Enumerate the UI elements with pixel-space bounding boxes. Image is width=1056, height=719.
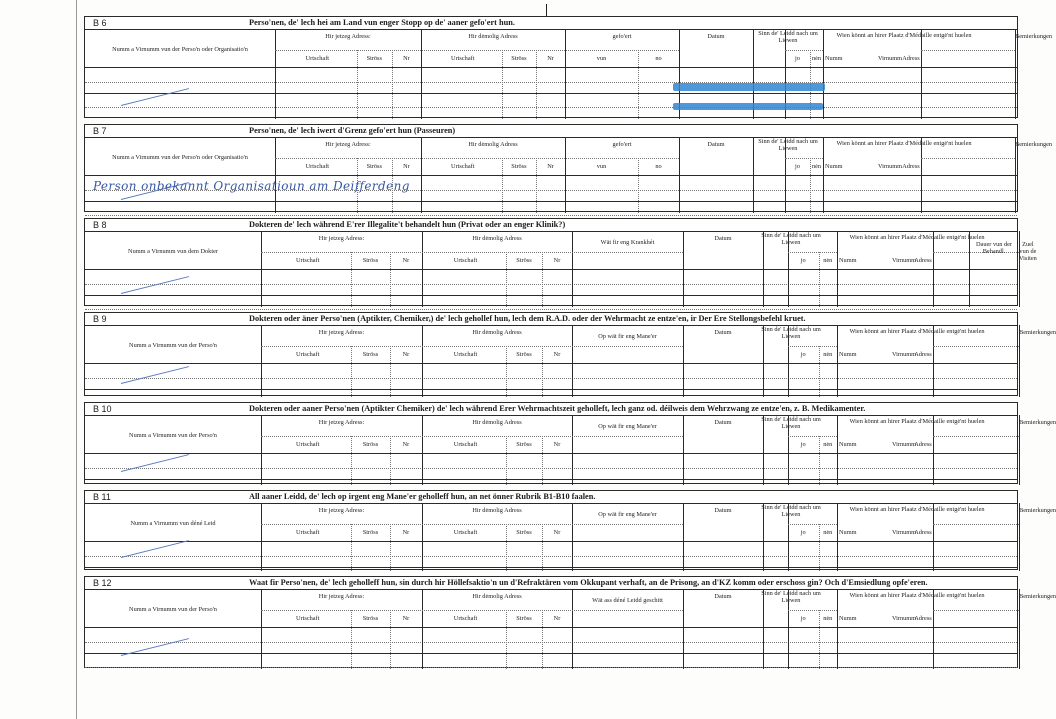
street-label: Ströss — [516, 257, 532, 264]
street-label: Ströss — [362, 257, 379, 264]
medal-name-label: Numm — [839, 257, 857, 264]
medal-firstname-label: Virnumm — [877, 163, 903, 170]
current-address-label: Hir jetzeg Adress: — [318, 507, 365, 514]
former-address-label: Hir dėmolig Adress — [472, 507, 522, 514]
remarks-label: Bemierkungen — [1015, 141, 1053, 148]
alive-label: Sinn de' Leidd nach um Liewen — [761, 232, 821, 247]
column-rule-d — [683, 231, 684, 307]
column-name-label: Numm a Virnumm vun dem Dokter — [128, 248, 218, 255]
town-label: Urtschaft — [295, 257, 320, 264]
town-label: Urtschaft — [305, 55, 330, 62]
no-label: nėn — [823, 257, 833, 264]
alive-label: Sinn de' Leidd nach um Liewen — [758, 138, 818, 153]
section-header — [85, 313, 1017, 326]
former-address-label: Hir dėmolig Adress — [472, 235, 522, 242]
section-code: B 6 — [93, 18, 107, 28]
from-label: vun — [596, 163, 607, 170]
row-divider — [85, 82, 1017, 83]
street-label: Ströss — [366, 163, 382, 170]
date-label: Datum — [707, 141, 725, 148]
section-b11 — [84, 490, 1056, 570]
row-rule — [85, 201, 1017, 202]
blue-highlight-mark — [673, 83, 825, 91]
section-code: B 7 — [93, 126, 107, 136]
yes-label: jo — [795, 55, 800, 62]
no-label: nėn — [823, 351, 833, 358]
alive-label: Sinn de' Leidd nach um Liewen — [758, 30, 818, 45]
column-rule-g — [823, 137, 824, 213]
number-label: Nr — [403, 163, 410, 170]
section-title: Dokteren de' lech während E'rer Illegalite't behandelt hun (Privat oder an enger Klinik?) — [249, 220, 566, 229]
town-label: Urtschaft — [305, 163, 330, 170]
row-divider — [85, 107, 1017, 108]
handwritten-entry: Person onbekannt Organisatioun am Deifferdeng — [93, 179, 410, 193]
no-label: nėn — [811, 55, 822, 62]
medal-firstname-label: Virnumm — [891, 615, 917, 622]
column-rule-a — [261, 589, 262, 669]
alive-label: Sinn de' Leidd nach um Liewen — [761, 416, 821, 431]
column-name-label: Numm a Virnumm vun der Perso'n — [129, 432, 217, 439]
column-rule-d — [679, 137, 680, 213]
column-three-label: Op wät fir eng Mane'er — [598, 333, 657, 340]
medal-subheader-rule — [933, 436, 1019, 437]
medal-name-label: Numm — [839, 351, 857, 358]
row-rule — [85, 295, 1017, 296]
header-bottom-rule — [85, 269, 1017, 270]
column-rule-g — [837, 325, 838, 397]
yes-label: jo — [800, 351, 806, 358]
medal-name-label: Numm — [839, 529, 857, 536]
column-three-label: Wät fir eng Krankhét — [600, 239, 655, 246]
section-header — [85, 219, 1017, 232]
row-divider — [85, 215, 1017, 216]
remarks-label: Bemierkungen — [1019, 507, 1056, 514]
from-label: vun — [596, 55, 607, 62]
no-label: nėn — [823, 615, 833, 622]
street-label: Ströss — [516, 529, 532, 536]
header-bottom-rule — [85, 627, 1017, 628]
town-label: Urtschaft — [451, 55, 475, 62]
remarks-label: Bemierkungen — [1019, 329, 1056, 336]
row-rule — [85, 93, 1017, 94]
section-b9 — [84, 312, 1056, 396]
medal-address-label: Adress — [914, 257, 932, 264]
number-label: Nr — [402, 441, 410, 448]
column-three-label: Wät ass déné Leidd geschitt — [592, 597, 663, 604]
address-subheader-rule — [261, 346, 683, 347]
column-rule-g — [837, 503, 838, 571]
medal-label: Wien könnt an hirer Plaatz d'Médaille entgė'nt huelen — [849, 328, 985, 335]
column-rule-a — [261, 231, 262, 307]
column-rule-g — [837, 589, 838, 669]
header-bottom-rule — [85, 453, 1017, 454]
street-label: Ströss — [516, 615, 532, 622]
column-rule-g — [823, 29, 824, 119]
town-label: Urtschaft — [295, 351, 320, 358]
town-label: Urtschaft — [453, 351, 478, 358]
column-rule-b — [422, 589, 423, 669]
column-rule-c — [565, 29, 566, 119]
number-label: Nr — [402, 351, 410, 358]
medal-name-label: Numm — [839, 615, 857, 622]
column-three-label: Op wät fir eng Mane'er — [598, 423, 657, 430]
section-b10 — [84, 402, 1056, 484]
alive-subheader-rule — [785, 158, 823, 159]
column-rule-a — [275, 137, 276, 213]
column-rule-g — [837, 415, 838, 485]
medal-subheader-rule — [933, 524, 1019, 525]
header-bottom-rule — [85, 541, 1017, 542]
row-divider — [85, 667, 1017, 668]
remarks-label: Bemierkungen — [1015, 33, 1053, 40]
number-label: Nr — [402, 615, 410, 622]
column-three-label: gefo'ert — [612, 33, 632, 40]
row-divider — [85, 642, 1017, 643]
section-b8 — [84, 218, 1037, 306]
medal-label: Wien könnt an hirer Plaatz d'Médaille entgė'nt huelen — [849, 592, 985, 599]
alive-subheader-rule — [788, 524, 837, 525]
yes-label: jo — [800, 257, 806, 264]
street-label: Ströss — [362, 529, 379, 536]
alive-subheader-rule — [788, 252, 837, 253]
number-label: Nr — [553, 351, 561, 358]
address-subheader-rule — [261, 610, 683, 611]
medal-subheader-rule — [933, 610, 1019, 611]
section-title: Perso'nen, de' lech iwert d'Grenz gefo'ert hun (Passeuren) — [249, 126, 456, 135]
current-address-label: Hir jetzeg Adress: — [325, 33, 371, 40]
column-three-label: Op wät fir eng Mane'er — [598, 511, 657, 518]
town-label: Urtschaft — [453, 615, 478, 622]
section-b6 — [84, 16, 1053, 118]
section-code: B 8 — [93, 220, 107, 230]
column-name-label: Numm a Virnumm vun der Perso'n — [129, 342, 217, 349]
section-code: B 12 — [93, 578, 112, 588]
header-bottom-rule — [85, 67, 1017, 68]
date-label: Datum — [707, 33, 725, 40]
pen-stroke — [121, 454, 189, 472]
pen-stroke — [121, 276, 189, 294]
street-label: Ströss — [366, 55, 382, 62]
column-rule-b — [421, 29, 422, 119]
former-address-label: Hir dėmolig Adress — [472, 329, 522, 336]
current-address-label: Hir jetzeg Adress: — [318, 329, 365, 336]
header-bottom-rule — [85, 175, 1017, 176]
column-rule-i — [1019, 589, 1020, 669]
town-label: Urtschaft — [295, 529, 320, 536]
section-b7 — [84, 124, 1053, 212]
column-rule-e — [753, 137, 754, 213]
column-rule-h — [921, 29, 922, 119]
town-label: Urtschaft — [453, 257, 478, 264]
column-name-label: Numm a Virnumm vun der Perso'n oder Organisatio'n — [112, 46, 248, 53]
column-rule-h — [933, 325, 934, 397]
number-label: Nr — [553, 257, 561, 264]
medal-subheader-rule — [933, 346, 1019, 347]
street-label: Ströss — [516, 351, 532, 358]
column-three-label: gefo'ert — [612, 141, 632, 148]
street-label: Ströss — [362, 615, 379, 622]
row-rule — [85, 389, 1017, 390]
number-label: Nr — [402, 257, 410, 264]
address-subheader-rule — [275, 158, 679, 159]
section-code: B 10 — [93, 404, 112, 414]
row-divider — [85, 556, 1017, 557]
section-header — [85, 491, 1017, 504]
row-divider — [85, 378, 1017, 379]
section-title: Dokteren oder aaner Perso'nen (Aptikter Chemiker) de' lech während Erer Wehrmachtszeit geholleft, lech ganz od. déilweis dem Wehrzwang ze entze'en, z. B. Medikamenter. — [249, 404, 866, 413]
date-label: Datum — [714, 593, 732, 600]
yes-label: jo — [800, 529, 806, 536]
column-rule-h — [921, 137, 922, 213]
current-address-label: Hir jetzeg Adress: — [318, 235, 365, 242]
number-label: Nr — [553, 529, 561, 536]
row-divider — [85, 309, 1017, 310]
column-rule-b — [422, 231, 423, 307]
former-address-label: Hir dėmolig Adress — [472, 419, 522, 426]
alive-label: Sinn de' Leidd nach um Liewen — [761, 590, 821, 605]
section-header — [85, 17, 1017, 30]
no-label: nėn — [823, 529, 833, 536]
former-address-label: Hir dėmolig Adress — [468, 141, 518, 148]
medal-address-label: Adress — [914, 529, 932, 536]
medal-firstname-label: Virnumm — [891, 441, 917, 448]
address-subheader-rule — [261, 436, 683, 437]
street-label: Ströss — [362, 441, 379, 448]
row-divider — [85, 284, 1017, 285]
medal-subheader-rule — [921, 50, 1015, 51]
number-label: Nr — [402, 529, 410, 536]
column-name-label: Numm a Virnumm vun der Perso'n — [129, 606, 217, 613]
header-bottom-rule — [85, 363, 1017, 364]
street-label: Ströss — [511, 163, 527, 170]
current-address-label: Hir jetzeg Adress: — [318, 419, 365, 426]
pen-stroke — [121, 88, 189, 106]
medal-label: Wien könnt an hirer Plaatz d'Médaille entgė'nt huelen — [849, 506, 985, 513]
section-title: All aaner Leidd, de' lech op irgent eng Mane'er geholleff hun, an net önner Rubrik B1-B10 faalen. — [249, 492, 596, 501]
section-b12 — [84, 576, 1056, 668]
medal-address-label: Adress — [914, 615, 932, 622]
no-label: nėn — [811, 163, 822, 170]
column-rule-c — [565, 137, 566, 213]
town-label: Urtschaft — [453, 441, 478, 448]
medal-name-label: Numm — [825, 55, 843, 62]
column-rule-a — [275, 29, 276, 119]
date-label: Datum — [714, 235, 732, 242]
column-rule-h — [933, 415, 934, 485]
section-title: Waat fir Perso'nen, de' lech geholleff hun, sin durch hir Höllefsaktio'n un d'Refraktären vom Okkupant verhaft, an de Prisong, an d'KZ komm oder erschoss gin? Och d'Emsiedlung opfe'eren. — [249, 578, 928, 587]
yes-label: jo — [800, 615, 806, 622]
to-label: no — [655, 55, 662, 62]
date-label: Datum — [714, 419, 732, 426]
medal-subheader-rule — [921, 158, 1015, 159]
number-label: Nr — [403, 55, 410, 62]
medal-firstname-label: Virnumm — [877, 55, 903, 62]
column-rule-h — [933, 231, 934, 307]
street-label: Ströss — [516, 441, 532, 448]
number-label: Nr — [553, 615, 561, 622]
column-name-label: Numm a Virnumm vun déné Leid — [130, 520, 216, 527]
date-label: Datum — [714, 507, 732, 514]
address-subheader-rule — [261, 252, 683, 253]
alive-subheader-rule — [785, 50, 823, 51]
current-address-label: Hir jetzeg Adress: — [325, 141, 371, 148]
yes-label: jo — [795, 163, 800, 170]
current-address-label: Hir jetzeg Adress: — [318, 593, 365, 600]
address-subheader-rule — [261, 524, 683, 525]
former-address-label: Hir dėmolig Adress — [472, 593, 522, 600]
town-label: Urtschaft — [451, 163, 475, 170]
number-label: Nr — [547, 55, 554, 62]
row-divider — [85, 468, 1017, 469]
row-rule — [85, 567, 1017, 568]
no-label: nėn — [823, 441, 833, 448]
medal-address-label: Adress — [914, 441, 932, 448]
column-rule-g — [837, 231, 838, 307]
address-subheader-rule — [275, 50, 679, 51]
medal-label: Wien könnt an hirer Plaatz d'Médaille entgė'nt huelen — [836, 32, 972, 39]
date-label: Datum — [714, 329, 732, 336]
section-header — [85, 577, 1017, 590]
section-code: B 9 — [93, 314, 107, 324]
medal-firstname-label: Virnumm — [891, 529, 917, 536]
section-header — [85, 403, 1017, 416]
margin-rule — [76, 0, 77, 719]
section-code: B 11 — [93, 492, 111, 502]
column-rule-h — [933, 589, 934, 669]
alive-subheader-rule — [788, 610, 837, 611]
medal-address-label: Adress — [902, 163, 920, 170]
number-label: Nr — [547, 163, 554, 170]
section-title: Dokteren oder äner Perso'nen (Aptikter, Chemiker,) de' lech gehollef hun, lech dem R.A.D. oder der Wehrmacht ze entze'en, ir Der Ere Stellongsbefehl kruet. — [249, 314, 806, 323]
column-rule-d — [683, 589, 684, 669]
alive-label: Sinn de' Leidd nach um Liewen — [761, 504, 821, 519]
visits-label: Zuel vun de Visiten — [1019, 241, 1037, 263]
row-rule — [85, 653, 1017, 654]
medal-name-label: Numm — [825, 163, 843, 170]
alive-subheader-rule — [788, 436, 837, 437]
town-label: Urtschaft — [453, 529, 478, 536]
medal-label: Wien könnt an hirer Plaatz d'Médaille entgė'nt huelen — [849, 234, 985, 241]
section-title: Perso'nen, de' lech hei am Land vun enger Stopp op de' aaner gefo'ert hun. — [249, 18, 515, 27]
blue-highlight-mark — [673, 103, 823, 110]
pen-stroke — [121, 366, 189, 384]
remarks-label: Bemierkungen — [1019, 419, 1056, 426]
remarks-label: Bemierkungen — [1019, 593, 1056, 600]
to-label: no — [655, 163, 662, 170]
alive-subheader-rule — [788, 346, 837, 347]
medal-name-label: Numm — [839, 441, 857, 448]
top-mark — [546, 4, 547, 16]
former-address-label: Hir dėmolig Adress — [468, 33, 518, 40]
medal-address-label: Adress — [914, 351, 932, 358]
number-label: Nr — [553, 441, 561, 448]
medal-address-label: Adress — [902, 55, 920, 62]
section-header — [85, 125, 1017, 138]
row-rule — [85, 479, 1017, 480]
street-label: Ströss — [511, 55, 527, 62]
alive-label: Sinn de' Leidd nach um Liewen — [761, 326, 821, 341]
street-label: Ströss — [362, 351, 379, 358]
column-name-label: Numm a Virnumm vun der Perso'n oder Organisatio'n — [112, 154, 248, 161]
medal-firstname-label: Virnumm — [891, 351, 917, 358]
town-label: Urtschaft — [295, 441, 320, 448]
duration-label: Dauer vun der Behandl. — [975, 241, 1013, 256]
medal-label: Wien könnt an hirer Plaatz d'Médaille entgė'nt huelen — [836, 140, 972, 147]
town-label: Urtschaft — [295, 615, 320, 622]
column-rule-b — [421, 137, 422, 213]
medal-firstname-label: Virnumm — [891, 257, 917, 264]
yes-label: jo — [800, 441, 806, 448]
medal-label: Wien könnt an hirer Plaatz d'Médaille entgė'nt huelen — [849, 418, 985, 425]
